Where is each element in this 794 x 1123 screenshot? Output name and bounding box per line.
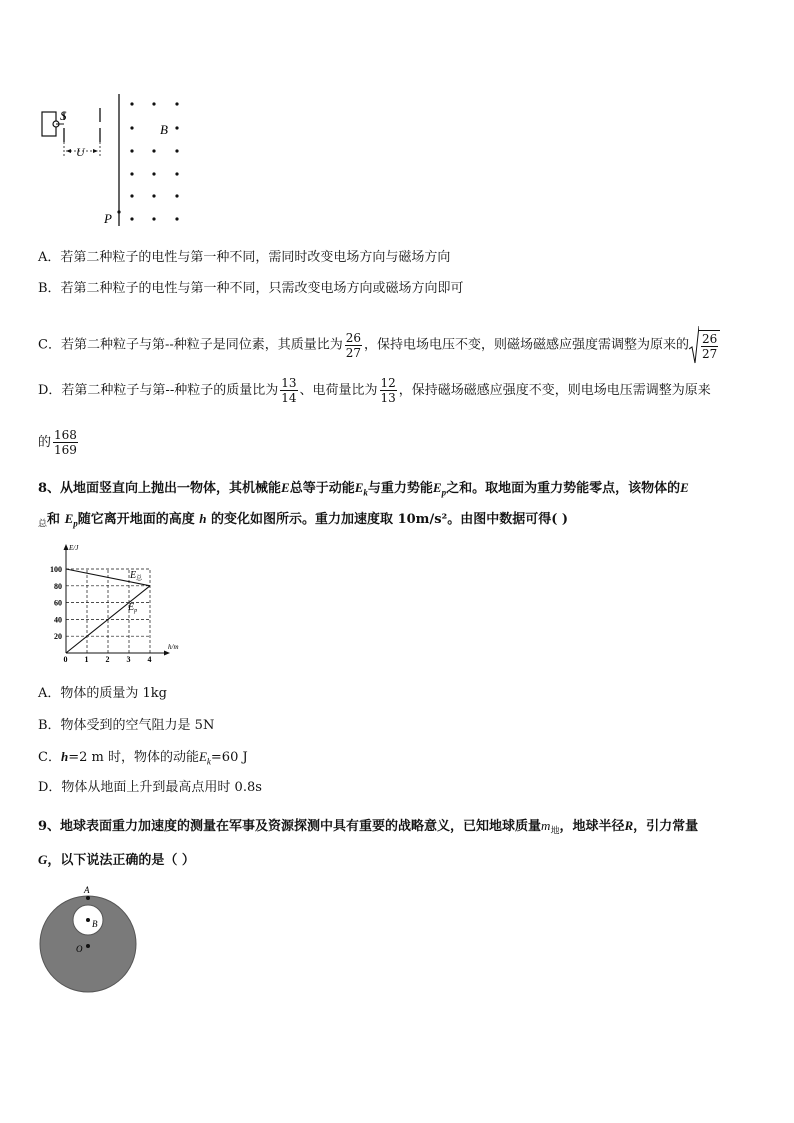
q9-stem-line1: 9、地球表面重力加速度的测量在军事及资源探测中具有重要的战略意义，已知地球质量$m_地$，地球半径R，引力常量: [38, 818, 699, 837]
q8-stem-line1: 8、从地面竖直向上抛出一物体，其机械能E总等于动能$E_k$与重力势能$E_p$之和。取地面为重力势能零点，该物体的E: [38, 480, 689, 498]
q8-option-a[interactable]: A．物体的质量为 1kg: [38, 686, 167, 701]
x-tick-label: 2: [105, 655, 110, 664]
q7-option-d-fraction-result: $\frac{168}{169}$: [54, 428, 77, 457]
x-tick-label: 3: [126, 655, 131, 664]
label-s: S: [60, 108, 67, 123]
label-u: U: [76, 145, 85, 159]
y-tick-label: 80: [54, 581, 62, 591]
energy-height-chart: [40, 540, 190, 665]
q7-option-b[interactable]: B．若第二种粒子的电性与第一种不同，只需改变电场方向或磁场方向即可: [38, 281, 464, 296]
q8-option-d[interactable]: D．物体从地面上升到最高点用时 0.8s: [38, 780, 262, 795]
q7-option-c-text: C．若第二种粒子与第--种粒子是同位素，其质量比为: [38, 337, 343, 353]
label-a: A: [84, 885, 90, 895]
q7-option-d-continued: 的 $\frac{168}{169}$: [38, 428, 77, 457]
y-tick-label: 100: [50, 565, 62, 574]
q7-option-c-fraction: $\frac{26}{27}$: [345, 330, 362, 360]
x-axis-arrow: [164, 651, 170, 656]
q7-option-d-fraction-charge: $\frac{12}{13}$: [380, 376, 396, 405]
y-tick-label: 20: [54, 632, 62, 642]
q8-stem-line2: $_总$和 $E_p$随它离开地面的高度 h 的变化如图所示。重力加速度取 10m/s²。由图中数据可得( ): [38, 511, 569, 530]
y-axis-arrow: [64, 544, 69, 550]
y-tick-label: 40: [54, 615, 62, 625]
q7-option-c[interactable]: [38, 325, 720, 365]
q7-option-c-sqrt: $\frac{26}{27}$: [689, 325, 720, 365]
label-p: P: [104, 211, 112, 226]
q7-option-a[interactable]: A．若第二种粒子的电性与第一种不同，需同时改变电场方向与磁场方向: [38, 250, 451, 265]
label-b: B: [92, 919, 98, 929]
q7-option-d-text-mid: 、电荷量比为: [299, 383, 378, 398]
y-tick-label: 60: [54, 598, 62, 608]
label-b: B: [160, 122, 168, 137]
q9-stem-line2: G，以下说法正确的是（ ）: [38, 852, 195, 868]
q7-option-c-text-mid: ，保持电场电压不变，则磁场磁感应强度需调整为原来的: [364, 337, 690, 353]
chart-x-axis-label: h/m: [168, 643, 179, 651]
label-o: O: [76, 944, 83, 954]
q7-option-d[interactable]: [38, 376, 711, 405]
q7-option-d-text-post: ，保持磁场磁感应强度不变，则电场电压需调整为原来: [398, 383, 711, 398]
q7-option-d-fraction-mass: $\frac{13}{14}$: [281, 376, 297, 405]
capacitor-field-figure: [36, 92, 196, 232]
x-tick-label: 1: [84, 655, 89, 664]
chart-y-axis-label: E/J: [69, 544, 79, 552]
series-label-ep: $E_p$: [128, 602, 138, 614]
q8-option-c[interactable]: C．h=2 m 时，物体的动能$E_k=60$ J: [38, 749, 248, 767]
x-tick-label: 4: [147, 655, 152, 664]
q8-option-b[interactable]: B．物体受到的空气阻力是 5N: [38, 718, 215, 733]
series-label-e-total: $E_总$: [130, 570, 143, 582]
x-tick-label: 0: [63, 655, 68, 664]
q7-option-d-text: D．若第二种粒子与第--种粒子的质量比为: [38, 383, 279, 398]
earth-cavity-figure: [38, 880, 142, 998]
